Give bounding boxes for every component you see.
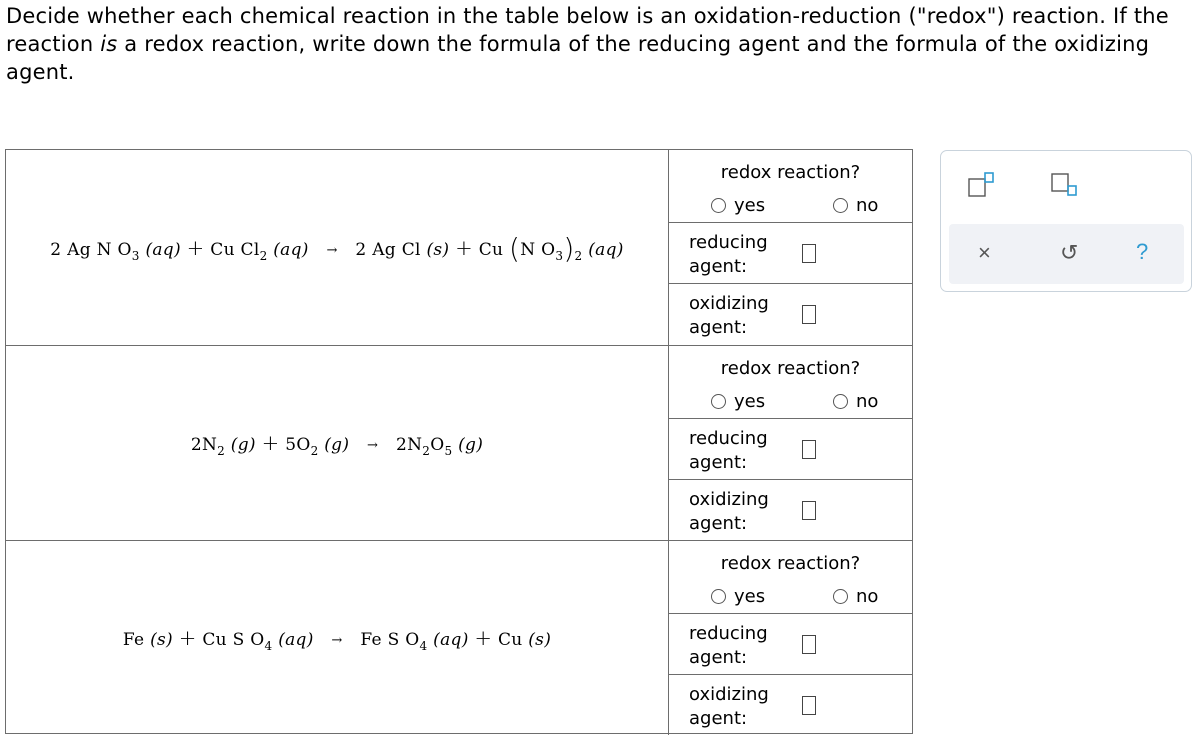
oxidizing-agent-input[interactable] bbox=[802, 696, 816, 715]
oxidizing-agent-row bbox=[669, 283, 912, 344]
reducing-agent-label: reducing agent: bbox=[689, 232, 768, 277]
no-radio-option[interactable]: no bbox=[833, 195, 878, 216]
yes-radio-option[interactable]: yes bbox=[711, 586, 765, 607]
reaction-arrow: → bbox=[367, 438, 379, 453]
radio-button[interactable] bbox=[833, 198, 848, 213]
oxidizing-agent-row bbox=[669, 479, 912, 540]
radio-button[interactable] bbox=[833, 394, 848, 409]
reaction-row-2 bbox=[6, 345, 912, 540]
redox-question-label: redox reaction? bbox=[720, 358, 861, 379]
radio-button[interactable] bbox=[833, 589, 848, 604]
reaction-row-3 bbox=[6, 540, 912, 735]
reducing-agent-row bbox=[669, 222, 912, 283]
instructions: Decide whether each chemical reaction in the table below is an oxidation-reduction ("redox") reaction. If the reaction is a redox reaction, write down the formula of the reducing agent and the formula of the oxidizing agent. bbox=[6, 4, 1169, 84]
equation-1: 2 Ag N $O_3$ (aq) + Cu $Cl_2$ (aq) → 2 Ag Cl (s) + Cu (N $O_3)_2$ (aq) bbox=[50, 231, 624, 265]
reducing-agent-row bbox=[669, 613, 912, 674]
superscript-box-icon[interactable] bbox=[968, 172, 994, 201]
equation-3: Fe (s) + Cu S $O_4$ (aq) → Fe S $O_4$ (aq) + Cu (s) bbox=[122, 626, 552, 653]
math-tool-palette bbox=[940, 150, 1192, 292]
oxidizing-agent-label: oxidizing agent: bbox=[689, 489, 769, 534]
reaction-table bbox=[5, 149, 913, 734]
equation-cell-2 bbox=[6, 346, 669, 540]
equation-cell-1 bbox=[6, 150, 669, 345]
no-radio-option[interactable]: no bbox=[833, 586, 878, 607]
reducing-agent-input[interactable] bbox=[802, 440, 816, 459]
oxidizing-agent-row bbox=[669, 674, 912, 735]
reducing-agent-label: reducing agent: bbox=[689, 623, 768, 668]
help-icon[interactable]: ? bbox=[1136, 239, 1149, 264]
radio-button[interactable] bbox=[711, 589, 726, 604]
equation-cell-3 bbox=[6, 541, 669, 735]
reducing-agent-row bbox=[669, 418, 912, 479]
reaction-row-1 bbox=[6, 150, 912, 345]
yes-radio-option[interactable]: yes bbox=[711, 195, 765, 216]
answer-cell-2 bbox=[669, 346, 912, 540]
oxidizing-agent-input[interactable] bbox=[802, 501, 816, 520]
oxidizing-agent-input[interactable] bbox=[802, 305, 816, 324]
clear-icon[interactable]: × bbox=[978, 240, 991, 265]
answer-cell-3 bbox=[669, 541, 912, 735]
subscript-box-icon[interactable] bbox=[1051, 172, 1077, 201]
equation-2: $2N_2$ $(g) + 5O_2$ $(g) \to 2N_2O_5$ (g) bbox=[190, 431, 484, 458]
palette-action-bar bbox=[949, 224, 1184, 284]
redox-question-label: redox reaction? bbox=[720, 162, 861, 183]
reducing-agent-input[interactable] bbox=[802, 635, 816, 654]
reducing-agent-input[interactable] bbox=[802, 244, 816, 263]
reaction-arrow: → bbox=[326, 242, 338, 258]
oxidizing-agent-label: oxidizing agent: bbox=[689, 293, 769, 338]
radio-button[interactable] bbox=[711, 394, 726, 409]
answer-cell-1 bbox=[669, 150, 912, 345]
redox-question-label: redox reaction? bbox=[720, 553, 861, 574]
reducing-agent-label: reducing agent: bbox=[689, 428, 768, 473]
palette-top bbox=[941, 151, 1191, 223]
reaction-arrow: → bbox=[331, 633, 343, 648]
radio-button[interactable] bbox=[711, 198, 726, 213]
no-radio-option[interactable]: no bbox=[833, 391, 878, 412]
undo-icon[interactable]: ↺ bbox=[1060, 240, 1079, 265]
yes-radio-option[interactable]: yes bbox=[711, 391, 765, 412]
oxidizing-agent-label: oxidizing agent: bbox=[689, 684, 769, 729]
